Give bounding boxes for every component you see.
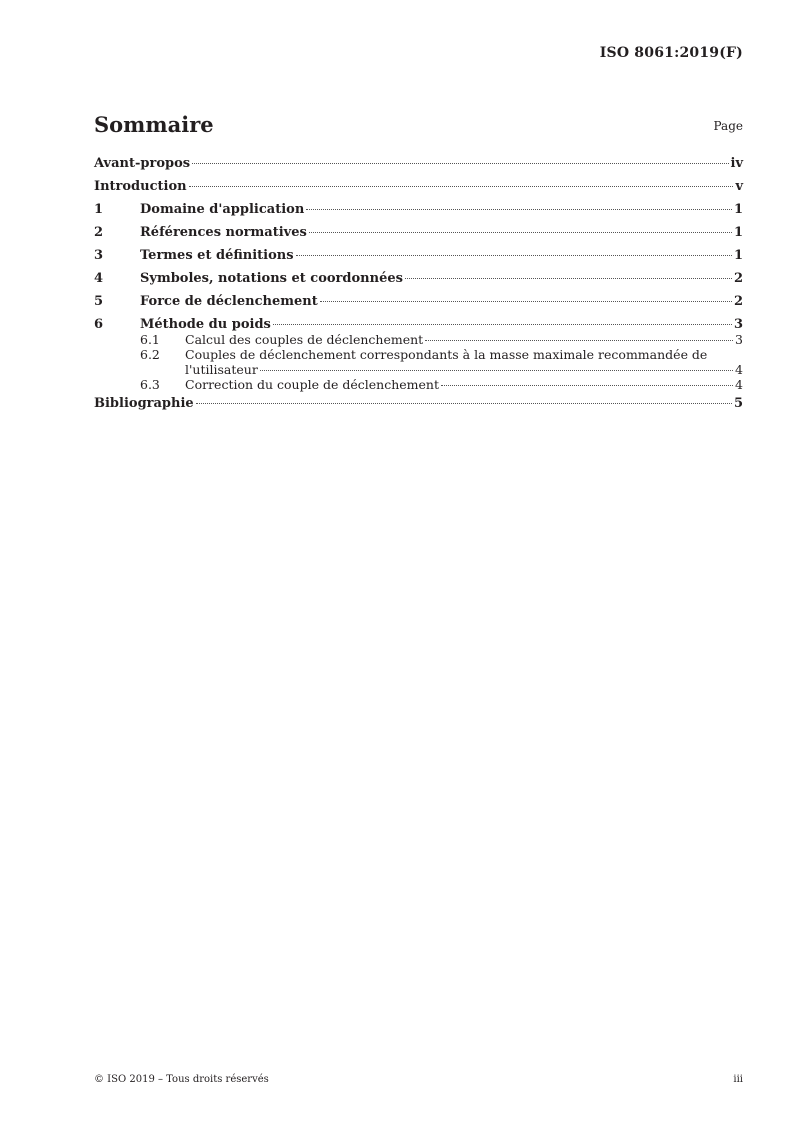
toc-entry-page: 5 — [733, 396, 743, 411]
toc-entry-number: 3 — [94, 248, 104, 263]
toc-entry-text: Correction du couple de déclenchement — [185, 377, 439, 392]
dot-leader — [296, 255, 732, 256]
toc-entry-text: Force de déclenchement — [140, 294, 318, 309]
toc-entry-page: v — [735, 179, 743, 194]
table-of-contents — [94, 156, 743, 411]
dot-leader — [192, 163, 728, 164]
toc-entry-number: 4 — [94, 271, 104, 286]
toc-entry-avant-propos[interactable] — [94, 156, 743, 171]
toc-entry-page: 4 — [735, 362, 743, 377]
toc-entry-3[interactable] — [94, 248, 743, 263]
toc-entry-page: 1 — [733, 248, 743, 263]
toc-entry-6-3[interactable] — [94, 377, 743, 392]
toc-entry-number: 2 — [94, 225, 104, 240]
toc-entry-number: 6.2 — [140, 347, 160, 362]
toc-entry-text: Introduction — [94, 179, 187, 194]
toc-entry-2[interactable] — [94, 225, 743, 240]
toc-entry-bibliographie[interactable] — [94, 396, 743, 411]
dot-leader — [273, 324, 732, 325]
dot-leader — [189, 186, 734, 187]
toc-entry-text-line2: l'utilisateur — [185, 362, 258, 377]
toc-entry-text: Termes et définitions — [140, 248, 294, 263]
toc-entry-page: 2 — [733, 271, 743, 286]
toc-entry-6-2[interactable] — [94, 347, 743, 377]
page-column-label: Page — [713, 119, 743, 133]
toc-entry-1[interactable] — [94, 202, 743, 217]
toc-entry-text: Calcul des couples de déclenchement — [185, 332, 424, 347]
toc-entry-text: Méthode du poids — [140, 317, 271, 332]
toc-entry-page: 1 — [733, 202, 743, 217]
footer-copyright: © ISO 2019 – Tous droits réservés — [94, 1074, 269, 1085]
toc-entry-number: 5 — [94, 294, 104, 309]
dot-leader — [441, 385, 733, 386]
toc-entry-introduction[interactable] — [94, 179, 743, 194]
toc-entry-page: 2 — [733, 294, 743, 309]
dot-leader — [320, 301, 732, 302]
toc-entry-text: Avant-propos — [94, 156, 191, 171]
toc-entry-number: 6 — [94, 317, 104, 332]
toc-entry-text-line1: Couples de déclenchement correspondants à la masse maximale recommandée de — [185, 347, 708, 362]
toc-entry-text: Références normatives — [140, 225, 307, 240]
dot-leader — [425, 340, 733, 341]
toc-entry-page: 4 — [735, 377, 743, 392]
toc-entry-text: Bibliographie — [94, 396, 194, 411]
toc-entry-text: Symboles, notations et coordonnées — [140, 271, 403, 286]
dot-leader — [196, 403, 732, 404]
dot-leader — [405, 278, 732, 279]
dot-leader — [306, 209, 732, 210]
toc-entry-page: 3 — [735, 332, 743, 347]
toc-entry-6-1[interactable] — [94, 332, 743, 347]
toc-entry-number: 1 — [94, 202, 104, 217]
toc-entry-6[interactable] — [94, 317, 743, 332]
toc-entry-page: 1 — [733, 225, 743, 240]
toc-entry-5[interactable] — [94, 294, 743, 309]
toc-title: Sommaire — [94, 112, 214, 137]
toc-entry-page: iv — [730, 156, 743, 171]
toc-entry-page: 3 — [733, 317, 743, 332]
toc-entry-text: Domaine d'application — [140, 202, 305, 217]
dot-leader — [309, 232, 732, 233]
footer-page-number: iii — [733, 1074, 743, 1085]
dot-leader — [260, 370, 733, 371]
toc-entry-number: 6.3 — [140, 377, 160, 392]
toc-entry-number: 6.1 — [140, 332, 160, 347]
toc-entry-4[interactable] — [94, 271, 743, 286]
document-code: ISO 8061:2019(F) — [599, 45, 743, 61]
